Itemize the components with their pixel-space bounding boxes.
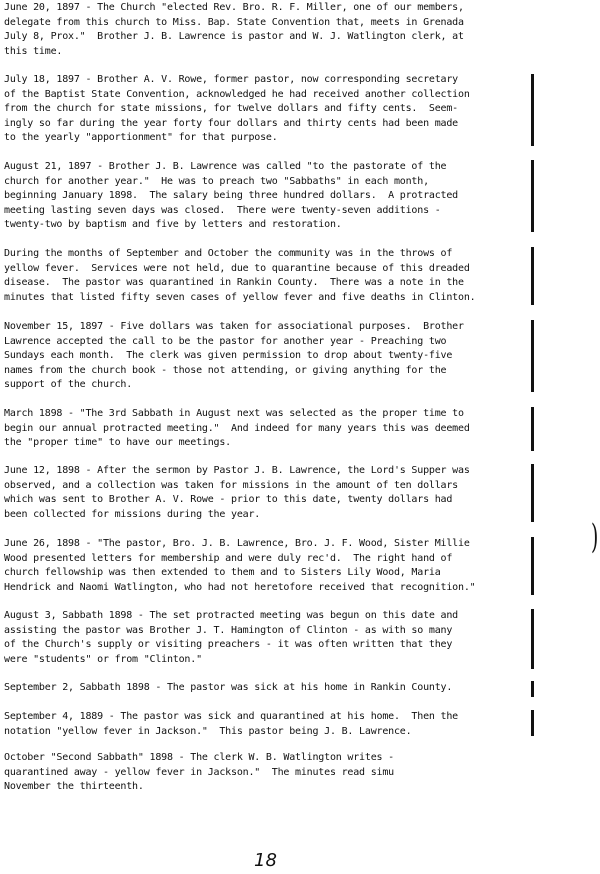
margin-rule (531, 74, 534, 146)
entry-june-26-1898: June 26, 1898 - "The pastor, Bro. J. B. Lawrence, Bro. J. F. Wood, Sister Millie Wood presented letters for membership and were duly rec'd. The right hand of church fellowship was then extended to them and to Sisters Lily Wood, Maria Hendrick and Naomi Watlington, who had not heretofore received that recognition." (4, 538, 476, 593)
entry-fever-season: During the months of September and October the community was in the throws of yellow fever. Services were not held, due to quarantine because of this dreaded disease. The pastor was quarantined in Rankin County. There was a note in the minutes that listed fifty seven cases of yellow fever and five deaths in Clinton. (4, 248, 476, 303)
margin-rule (531, 407, 534, 451)
entry-march-1898: March 1898 - "The 3rd Sabbath in August next was selected as the proper time to begin our annual protracted meeting." And indeed for many years this was deemed the "proper time" to have our meetings. (4, 408, 470, 448)
margin-rule (531, 681, 534, 697)
margin-rule (531, 160, 534, 232)
margin-rule (531, 247, 534, 305)
margin-rule (531, 537, 534, 595)
entry-june-20-1897: June 20, 1897 - The Church "elected Rev. Bro. R. F. Miller, one of our members, delegate from this church to Miss. Bap. State Convention that, meets in Grenada July 8, Prox." Brother J. B. Lawrence is pastor and W. J. Watlington clerk, at this time. (4, 2, 464, 57)
margin-rule (531, 320, 534, 392)
entry-june-12-1898: June 12, 1898 - After the sermon by Pastor J. B. Lawrence, the Lord's Supper was observed, and a collection was taken for missions in the amount of ten dollars which was sent to Brother A. V. Rowe - prior to this date, twenty dollars had been collected for missions during the year. (4, 465, 470, 520)
entry-july-18-1897: July 18, 1897 - Brother A. V. Rowe, former pastor, now corresponding secretary of the Baptist State Convention, acknowledged he had received another collection from the church for state missions, for twelve dollars and fifty cents. Seem- ingly so far during the year forty four dollars and thirty cents had been made to the yearly "apportionment" for that purpose. (4, 74, 470, 143)
entry-august-3-1898: August 3, Sabbath 1898 - The set protracted meeting was begun on this date and assisting the pastor was Brother J. T. Hamington of Clinton - as with so many of the Church's supply or visiting preachers - it was often written that they were "students" or from "Clinton." (4, 610, 458, 665)
entry-october-1898: October "Second Sabbath" 1898 - The clerk W. B. Watlington writes - quarantined away - yellow fever in Jackson." The minutes read simu November the thirteenth. (4, 752, 394, 792)
margin-rule (531, 464, 534, 522)
entry-september-2-1898: September 2, Sabbath 1898 - The pastor was sick at his home in Rankin County. (4, 682, 453, 693)
entry-november-15-1897: November 15, 1897 - Five dollars was taken for associational purposes. Brother Lawrence accepted the call to be the pastor for another year - Preaching two Sundays each month. The clerk was given permission to drop about twenty-five names from the church book - those not attending, or giving anything for the support of the church. (4, 321, 464, 390)
entry-august-21-1897: August 21, 1897 - Brother J. B. Lawrence was called "to the pastorate of the church for another year." He was to preach two "Sabbaths" in each month, beginning January 1898. The salary being three hundred dollars. A protracted meeting lasting seven days was closed. There were twenty-seven additions - twenty-two by baptism and five by letters and restoration. (4, 161, 458, 230)
entry-september-4-1889: September 4, 1889 - The pastor was sick and quarantined at his home. Then the notation "yellow fever in Jackson." This pastor being J. B. Lawrence. (4, 711, 458, 737)
margin-rule (531, 710, 534, 736)
margin-parenthesis: ) (590, 517, 599, 557)
page-number: 18 (254, 850, 277, 871)
margin-rule (531, 609, 534, 669)
